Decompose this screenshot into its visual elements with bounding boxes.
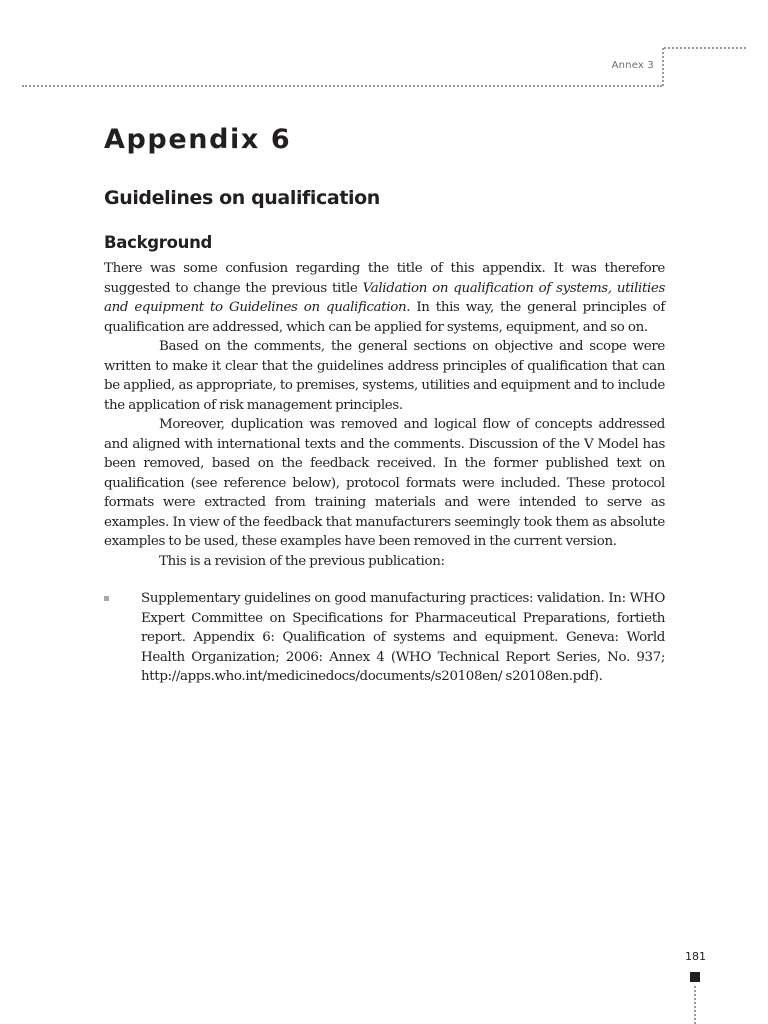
document-title: Guidelines on qualification	[104, 187, 380, 209]
body-text	[104, 259, 665, 687]
page-number: 181	[685, 950, 706, 963]
footer-dotted-vertical-rule	[694, 986, 696, 1024]
paragraph-3: Moreover, duplication was removed and logical flow of concepts addressed and aligned with international texts and the comments. Discussion of the V Model has been removed, based on the feedback received. In the former published text on qualification (see reference below), protocol formats were included. These protocol formats were extracted from training materials and were intended to serve as examples. In view of the feedback that manufacturers seemingly took them as absolute examples to be used, these examples have been removed in the current version.	[104, 417, 665, 549]
section-heading-background: Background	[104, 233, 213, 252]
paragraph-2: Based on the comments, the general sections on objective and scope were written to make it clear that the guidelines address principles of qualification that can be applied, as appropriate, to premises, systems, utilities and equipment and to include the application of risk management principles.	[104, 339, 665, 413]
appendix-heading: Appendix 6	[104, 124, 292, 155]
paragraph-1-text-a: There was some confusion regarding the title of this appendix. It was therefore suggested to change the previous title	[104, 261, 665, 296]
header-dotted-vertical-rule	[662, 48, 664, 86]
square-bullet-icon	[104, 596, 109, 601]
paragraph-4: This is a revision of the previous publication:	[159, 553, 445, 569]
reference-text[interactable]: Supplementary guidelines on good manufacturing practices: validation. In: WHO Expert Committee on Specifications for Pharmaceutical Preparations, fortieth report. Appendix 6: Qualification of systems and equipment. Geneva: World Health Organization; 2006: Annex 4 (WHO Technical Report Series, No. 937; http://apps.who.int/medicinedocs/documents/s20108en/ s20108en.pdf).	[141, 591, 665, 684]
paragraph-1-italic-title: Validation on qualification of systems, utilities and equipment to Guidelines on qualification	[104, 280, 665, 315]
header-dotted-rule	[22, 85, 662, 87]
header-dotted-top-rule	[664, 47, 746, 49]
list-item	[104, 589, 665, 687]
paragraph-1-text-c: . In this way, the general principles of qualification are addressed, which can be applied for systems, equipment, and so on.	[104, 300, 665, 335]
running-head: Annex 3	[611, 60, 654, 71]
reference-list	[104, 589, 665, 687]
page-marker-square-icon	[690, 972, 700, 982]
paragraph-1	[104, 259, 665, 337]
